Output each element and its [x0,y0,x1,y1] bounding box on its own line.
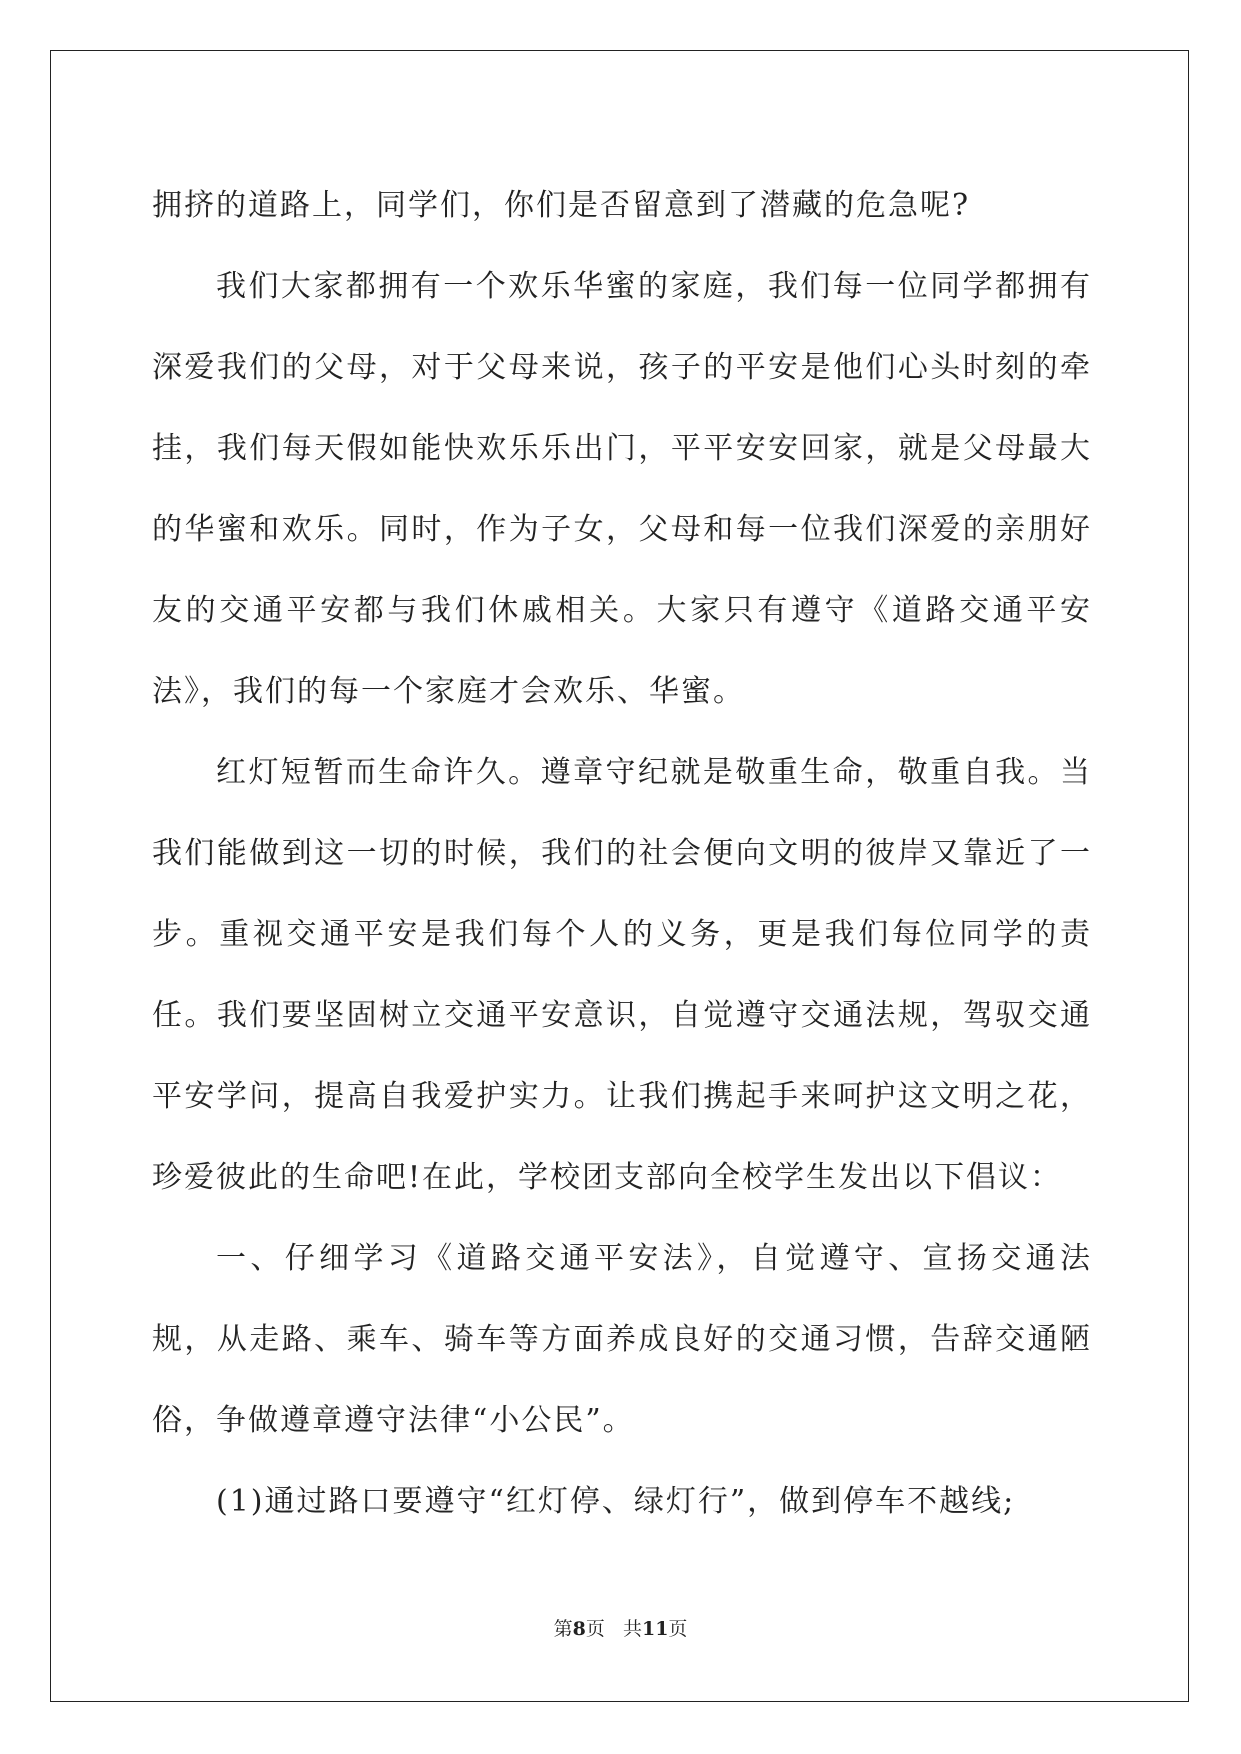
footer-prefix: 第 [553,1618,573,1640]
paragraph-1: 拥挤的道路上，同学们，你们是否留意到了潜藏的危急呢? [152,188,971,223]
footer-total-suffix: 页 [668,1618,688,1640]
document-body [152,165,1092,1542]
paragraph-4: 一、仔细学习《道路交通平安法》，自觉遵守、宣扬交通法规，从走路、乘车、骑车等方面养成良好的交通习惯，告辞交通陋俗，争做遵章遵守法律“小公民”。 [152,1241,1092,1438]
paragraph-2: 我们大家都拥有一个欢乐华蜜的家庭，我们每一位同学都拥有深爱我们的父母，对于父母来说，孩子的平安是他们心头时刻的牵挂，我们每天假如能快欢乐乐出门，平平安安回家，就是父母最大的华蜜和欢乐。同时，作为子女，父母和每一位我们深爱的亲朋好友的交通平安都与我们休戚相关。大家只有遵守《道路交通平安法》，我们的每一个家庭才会欢乐、华蜜。 [152,269,1092,709]
footer-page-suffix: 页 [585,1618,605,1640]
paragraph-3: 红灯短暂而生命许久。遵章守纪就是敬重生命，敬重自我。当我们能做到这一切的时候，我们的社会便向文明的彼岸又靠近了一步。重视交通平安是我们每个人的义务，更是我们每位同学的责任。我们要坚固树立交通平安意识，自觉遵守交通法规，驾驭交通平安学问，提高自我爱护实力。让我们携起手来呵护这文明之花，珍爱彼此的生命吧!在此，学校团支部向全校学生发出以下倡议： [152,755,1092,1195]
footer-total-prefix: 共 [622,1618,642,1640]
footer-total-pages: 11 [641,1618,669,1640]
paragraph-5: (1)通过路口要遵守“红灯停、绿灯行”，做到停车不越线; [216,1484,1016,1519]
page-footer [0,1614,1241,1641]
footer-page-number: 8 [572,1618,586,1640]
